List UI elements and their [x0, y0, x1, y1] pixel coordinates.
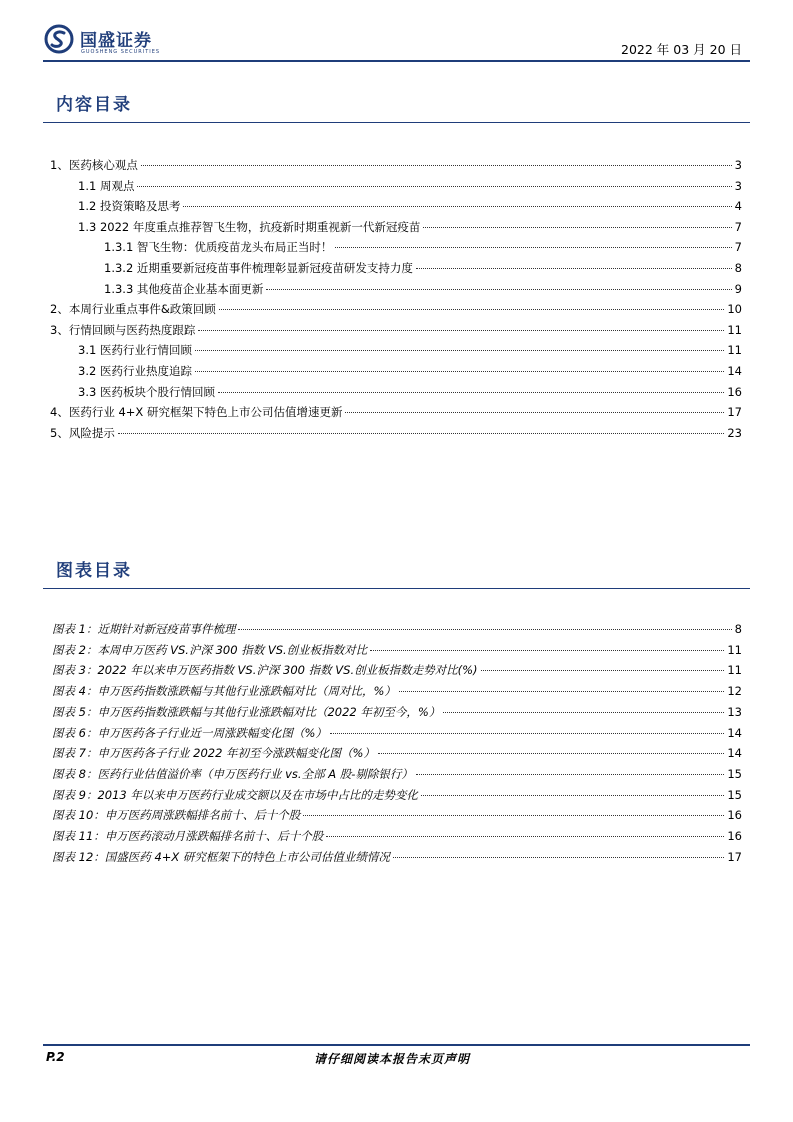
contents-entry[interactable] — [104, 281, 742, 301]
dot-leader — [416, 268, 732, 269]
disclaimer-note: 请仔细阅读本报告末页声明 — [314, 1052, 471, 1066]
figure-entry[interactable] — [52, 787, 742, 807]
figure-entry[interactable] — [52, 621, 742, 641]
entry-title: 1.1 周观点 — [78, 178, 135, 193]
entry-page-number: 17 — [727, 405, 742, 420]
entry-page-number: 12 — [727, 684, 742, 699]
entry-page-number: 11 — [727, 642, 742, 657]
entry-page-number: 16 — [727, 829, 742, 843]
entry-title: 图表 11：申万医药滚动月涨跌幅排名前十、后十个股 — [52, 829, 324, 843]
entry-page-number: 10 — [727, 302, 742, 317]
entry-title: 图表 8：医药行业估值溢价率（申万医药行业 vs.全部 A 股-剔除银行） — [52, 766, 413, 781]
dot-leader — [421, 795, 724, 796]
brand-subtitle: GUOSHENG SECURITIES — [81, 49, 161, 55]
figure-entry[interactable] — [52, 704, 742, 724]
figure-entry[interactable] — [52, 766, 742, 786]
entry-page-number: 7 — [734, 219, 742, 234]
dot-leader — [141, 165, 732, 166]
entry-page-number: 17 — [727, 849, 742, 864]
entry-title: 1.3 2022 年度重点推荐智飞生物，抗疫新时期重视新一代新冠疫苗 — [78, 219, 421, 234]
page-number: P.2 — [46, 1050, 65, 1064]
entry-page-number: 11 — [727, 343, 742, 358]
entry-page-number: 14 — [727, 725, 742, 740]
contents-entry[interactable] — [104, 239, 742, 259]
dot-leader — [118, 433, 725, 434]
entry-title: 图表 5：申万医药指数涨跌幅与其他行业涨跌幅对比（2022 年初至今，%） — [52, 704, 441, 719]
page-header — [40, 22, 750, 62]
entry-page-number: 3 — [734, 158, 742, 172]
entry-page-number: 14 — [727, 364, 742, 378]
figure-entry[interactable] — [52, 725, 742, 745]
entry-title: 1.3.1 智飞生物：优质疫苗龙头布局正当时！ — [104, 240, 333, 255]
figure-entry[interactable] — [52, 807, 742, 827]
figure-entry[interactable] — [52, 745, 742, 765]
entry-title: 图表 10：申万医药周涨跌幅排名前十、后十个股 — [52, 808, 301, 823]
entry-page-number: 15 — [727, 787, 742, 802]
entry-title: 图表 2：本周申万医药 VS.沪深 300 指数 VS.创业板指数对比 — [52, 642, 368, 657]
contents-entry[interactable] — [50, 322, 742, 342]
dot-leader — [198, 330, 724, 331]
contents-entry[interactable] — [50, 404, 742, 424]
dot-leader — [219, 309, 725, 310]
contents-entry[interactable] — [78, 363, 742, 383]
entry-title: 图表 4：申万医药指数涨跌幅与其他行业涨跌幅对比（周对比，%） — [52, 684, 396, 699]
contents-entry[interactable] — [78, 384, 742, 404]
entry-title: 3.3 医药板块个股行情回顾 — [78, 384, 215, 399]
entry-page-number: 8 — [734, 261, 742, 275]
dot-leader — [345, 412, 724, 413]
contents-divider — [43, 122, 750, 123]
dot-leader — [335, 247, 731, 248]
contents-entry[interactable] — [50, 301, 742, 321]
brand-name: 国盛证券 — [80, 31, 152, 51]
contents-entry[interactable] — [78, 198, 742, 218]
entry-page-number: 7 — [734, 240, 742, 255]
contents-entry[interactable] — [78, 219, 742, 239]
entry-title: 图表 6：申万医药各子行业近一周涨跌幅变化图（%） — [52, 725, 327, 740]
dot-leader — [416, 774, 724, 775]
entry-page-number: 11 — [727, 663, 742, 678]
entry-page-number: 3 — [734, 178, 742, 193]
dot-leader — [330, 733, 724, 734]
dot-leader — [137, 186, 731, 187]
entry-title: 图表 9：2013 年以来申万医药行业成交额以及在市场中占比的走势变化 — [52, 787, 418, 802]
entry-title: 1.3.2 近期重要新冠疫苗事件梳理彰显新冠疫苗研发支持力度 — [104, 261, 413, 275]
dot-leader — [218, 392, 724, 393]
entry-title: 1、医药核心观点 — [50, 158, 138, 172]
dot-leader — [266, 289, 731, 290]
entry-title: 3、行情回顾与医药热度跟踪 — [50, 322, 196, 337]
entry-page-number: 16 — [727, 808, 742, 823]
dot-leader — [195, 371, 724, 372]
dot-leader — [423, 227, 731, 228]
header-divider — [43, 60, 750, 62]
figure-entry[interactable] — [52, 642, 742, 662]
dot-leader — [183, 206, 731, 207]
report-date: 2022 年 03 月 20 日 — [621, 42, 742, 57]
entry-page-number: 9 — [734, 281, 742, 296]
entry-title: 1.2 投资策略及思考 — [78, 199, 181, 214]
entry-page-number: 8 — [734, 622, 742, 636]
figure-entry[interactable] — [52, 662, 742, 682]
figures-divider — [43, 588, 750, 589]
entry-page-number: 4 — [734, 199, 742, 214]
figure-entry[interactable] — [52, 849, 742, 869]
entry-title: 2、本周行业重点事件&政策回顾 — [50, 302, 216, 317]
dot-leader — [378, 753, 724, 754]
dot-leader — [399, 691, 724, 692]
entry-title: 图表 12：国盛医药 4+X 研究框架下的特色上市公司估值业绩情况 — [52, 849, 390, 864]
contents-entry[interactable] — [104, 260, 742, 280]
contents-entry[interactable] — [78, 178, 742, 198]
entry-title: 图表 1：近期针对新冠疫苗事件梳理 — [52, 622, 236, 636]
dot-leader — [370, 650, 724, 651]
contents-entry[interactable] — [50, 157, 742, 177]
contents-entry[interactable] — [50, 425, 742, 445]
dot-leader — [443, 712, 724, 713]
entry-page-number: 23 — [727, 425, 742, 440]
company-logo-icon — [44, 24, 74, 54]
entry-page-number: 11 — [727, 322, 742, 337]
entry-page-number: 15 — [727, 766, 742, 781]
figure-entry[interactable] — [52, 683, 742, 703]
entry-page-number: 13 — [727, 704, 742, 719]
contents-title: 内容目录 — [56, 95, 132, 115]
dot-leader — [326, 836, 724, 837]
dot-leader — [303, 815, 724, 816]
dot-leader — [238, 629, 731, 630]
entry-page-number: 14 — [727, 746, 742, 761]
entry-title: 5、风险提示 — [50, 425, 115, 440]
figure-entry[interactable] — [52, 828, 742, 848]
dot-leader — [393, 857, 724, 858]
entry-title: 1.3.3 其他疫苗企业基本面更新 — [104, 281, 264, 296]
entry-title: 图表 7：申万医药各子行业 2022 年初至今涨跌幅变化图（%） — [52, 746, 375, 761]
dot-leader — [195, 350, 724, 351]
footer-divider — [43, 1044, 750, 1046]
entry-title: 图表 3：2022 年以来申万医药指数 VS.沪深 300 指数 VS.创业板指数走势对比(%) — [52, 663, 478, 678]
entry-title: 3.1 医药行业行情回顾 — [78, 343, 192, 358]
entry-page-number: 16 — [727, 384, 742, 399]
entry-title: 3.2 医药行业热度追踪 — [78, 364, 192, 378]
contents-entry[interactable] — [78, 342, 742, 362]
entry-title: 4、医药行业 4+X 研究框架下特色上市公司估值增速更新 — [50, 405, 343, 420]
dot-leader — [481, 670, 725, 671]
figures-title: 图表目录 — [56, 561, 132, 581]
